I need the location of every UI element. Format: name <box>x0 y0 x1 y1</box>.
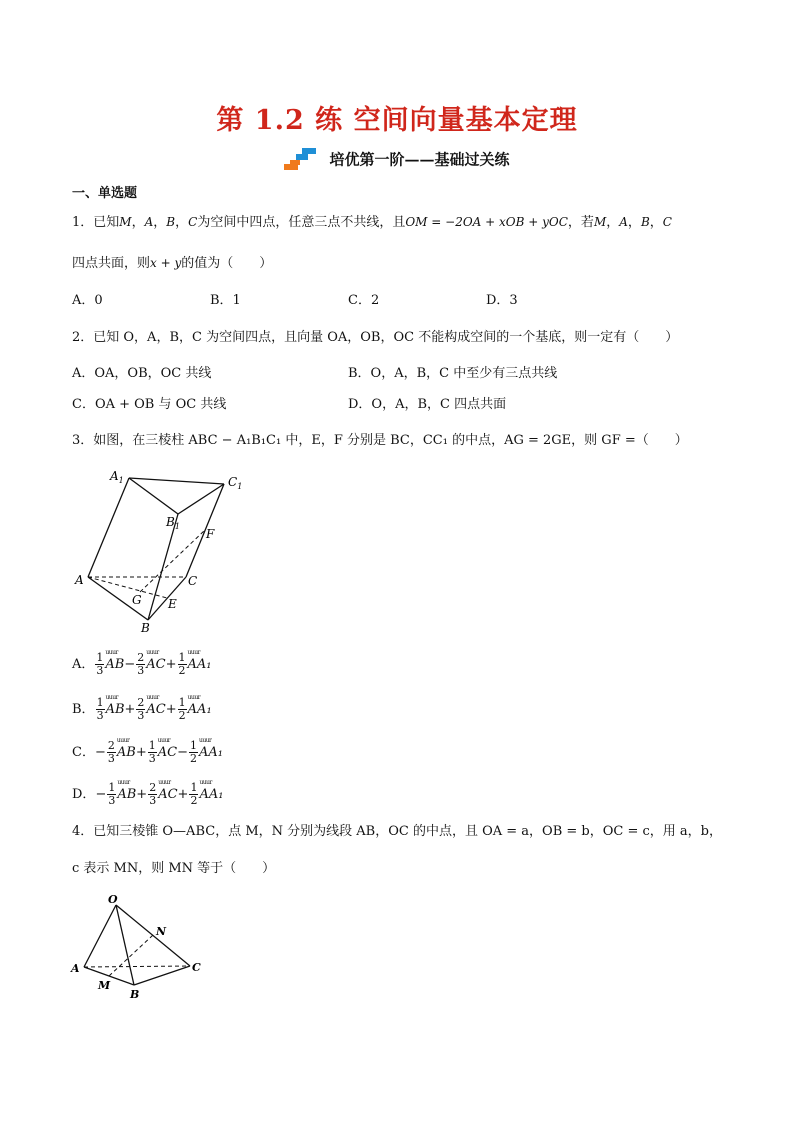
q2-stem: 2．已知 O，A，B，C 为空间四点，且向量 OA，OB，OC 不能构成空间的一个基底，则一定有（ ） <box>72 330 679 345</box>
q1-line2: 四点共面，则x + y的值为（ ） <box>72 256 273 271</box>
label-b1: $B_1$ <box>166 515 180 531</box>
q1-option-d: D．3 <box>486 293 518 308</box>
q4-line2: c 表示 MN，则 MN 等于（ ） <box>72 861 276 876</box>
q3-option-b: B． $\frac{1}{3}$ uuur AB+ $\frac{2}{3}$ uuur AC+ $\frac{1}{2}$ uuur AA₁ <box>72 697 212 722</box>
label-a: A <box>71 962 80 975</box>
label-n: N <box>156 925 167 938</box>
q3-stem: 3．如图，在三棱柱 ABC − A₁B₁C₁ 中，E，F 分别是 BC，CC₁ 的中点，AG = 2GE，则 GF =（ ） <box>72 433 688 448</box>
label-c: C <box>192 961 201 974</box>
edge-b1c1 <box>178 484 224 514</box>
q3-option-a: A． $\frac{1}{3}$ uuur AB− $\frac{2}{3}$ uuur AC+ $\frac{1}{2}$ uuur AA₁ <box>72 652 212 677</box>
q1-option-c: C．2 <box>348 293 380 308</box>
label-e: E <box>168 597 177 611</box>
edge-oa <box>84 905 116 967</box>
q1-line1: 1．已知M，A，B，C为空间中四点，任意三点不共线，且OM = −2OA + xOB + yOC，若M，A，B，C <box>72 215 672 230</box>
label-m: M <box>98 979 111 992</box>
edge-aa1 <box>88 478 129 577</box>
q1-option-b: B．1 <box>210 293 241 308</box>
label-c: C <box>188 574 198 588</box>
label-b: B <box>130 988 140 1001</box>
edge-ac-hidden <box>84 966 190 967</box>
section-heading: 一、单选题 <box>72 186 138 201</box>
q4-line1: 4．已知三棱锥 O—ABC，点 M，N 分别为线段 AB，OC 的中点，且 OA = a，OB = b，OC = c，用 a，b， <box>72 824 722 839</box>
q2-option-a: A．OA，OB，OC 共线 <box>72 366 212 381</box>
label-a1: $A_1$ <box>110 469 124 485</box>
q2-option-d: D．O，A，B，C 四点共面 <box>348 397 507 412</box>
label-o: O <box>108 893 118 906</box>
label-c1: $C_1$ <box>228 475 243 491</box>
edge-cc1 <box>186 484 224 577</box>
edge-bc <box>134 966 190 985</box>
q2-option-c: C．OA + OB 与 OC 共线 <box>72 397 227 412</box>
stairs-icon <box>284 148 320 170</box>
edge-a1b1 <box>129 478 178 514</box>
subtitle-row <box>0 148 794 170</box>
edge-a1c1 <box>129 478 224 484</box>
label-b: B <box>141 621 150 635</box>
q3-option-c: C．− $\frac{2}{3}$ uuur AB+ $\frac{1}{3}$ uuur AC− $\frac{1}{2}$ uuur AA₁ <box>72 740 223 765</box>
tetrahedron-figure <box>68 893 208 1003</box>
label-g: G <box>132 593 142 607</box>
q2-option-b: B．O，A，B，C 中至少有三点共线 <box>348 366 558 381</box>
label-a: A <box>75 573 84 587</box>
q1-option-a: A．0 <box>72 293 103 308</box>
label-f: F <box>206 527 215 541</box>
page-title: 第 1.2 练 空间向量基本定理 <box>216 105 578 136</box>
q3-option-d: D．− $\frac{1}{3}$ uuur AB+ $\frac{2}{3}$ uuur AC+ $\frac{1}{2}$ uuur AA₁ <box>72 782 223 807</box>
prism-figure <box>72 466 252 638</box>
subtitle: 培优第一阶——基础过关练 <box>329 150 510 169</box>
q1-equation: OM = −2OA + xOB + yOC <box>405 215 568 229</box>
